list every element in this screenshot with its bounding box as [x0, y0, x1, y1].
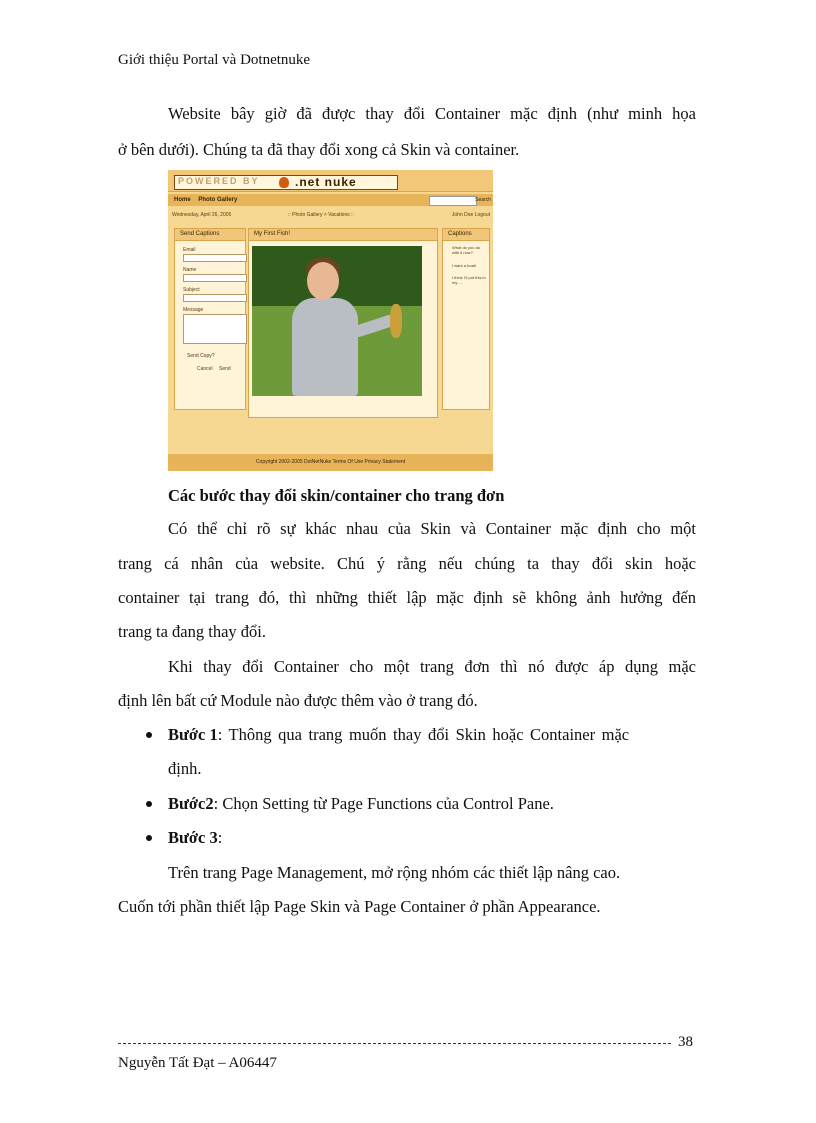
label-subject: Subject [183, 287, 200, 293]
logo-netnuke: .net nuke [295, 175, 357, 189]
step-3-text: : [217, 828, 223, 847]
para2-line-1: Khi thay đổi Container cho một trang đơn thì nó được áp dụng mặc [168, 657, 696, 676]
para1-line-3: container tại trang đó, thì những thiết lập mặc định sẽ không ảnh hưởng đến [118, 588, 696, 607]
send-link: Send [219, 366, 231, 372]
nav-gallery: Photo Gallery [198, 197, 238, 203]
caption-item: I want a boat! [452, 263, 477, 268]
para2-line-2: định lên bất cứ Module nào được thêm vào ở trang đó. [118, 691, 478, 710]
step-1-label: Bước 1 [168, 725, 218, 744]
label-email: Email [183, 247, 196, 253]
intro-line-2: ở bên dưới). Chúng ta đã thay đổi xong cả Skin và container. [118, 140, 520, 159]
para1-line-2: trang cá nhân của website. Chú ý rằng nếu chúng ta thay đổi skin hoặc [118, 554, 696, 573]
nav-bar [168, 194, 493, 206]
subject-field [183, 294, 247, 302]
step-3-label: Bước 3 [168, 828, 218, 847]
footer-author: Nguyễn Tất Đạt – A06447 [118, 1055, 277, 1071]
para1-line-1: Có thể chỉ rõ sự khác nhau của Skin và Container mặc định cho một [168, 519, 696, 538]
send-copy-label: Send Copy? [187, 353, 215, 359]
cancel-link: Cancel [197, 366, 213, 372]
intro-line-1: Website bây giờ đã được thay đổi Container mặc định (như minh họa [168, 104, 696, 123]
step-2-text: : Chọn Setting từ Page Functions của Control Pane. [213, 794, 554, 813]
panel-title: Send Captions [175, 229, 245, 241]
logo-bar [168, 170, 493, 192]
caption-item: I think I'll put this in my ... [452, 275, 486, 285]
message-field [183, 314, 247, 344]
bullet-dot [146, 732, 152, 738]
photo-boy-body [292, 298, 358, 396]
search-link: Search [475, 197, 491, 203]
breadcrumb: :: Photo Gallery > Vacations :: [288, 212, 354, 218]
step-2 [168, 787, 554, 821]
name-field [183, 274, 247, 282]
search-box [429, 196, 477, 206]
step-1 [168, 718, 696, 752]
step-2-label: Bước2 [168, 794, 214, 813]
footer-rule [118, 1043, 671, 1044]
label-name: Name [183, 267, 197, 273]
step-1-continued: định. [168, 759, 202, 778]
user-links: John Doe Logout [451, 212, 490, 218]
bullet-dot [146, 801, 152, 807]
photo-fish [390, 304, 402, 338]
captions-title: Captions [443, 229, 489, 241]
screenshot-footer: Copyright 2002-2005 DotNetNuke Terms Of Use Privacy Statement [168, 454, 493, 471]
boy-with-fish-photo [252, 246, 422, 396]
para3-line-1: Trên trang Page Management, mở rộng nhóm các thiết lập nâng cao. [168, 863, 621, 882]
bullet-dot [146, 835, 152, 841]
logo-powered-by: POWERED BY [178, 176, 260, 186]
photo-title: My First Fish! [249, 229, 437, 241]
nav-home: Home [174, 197, 191, 203]
flame-icon [279, 177, 289, 188]
para3-line-2: Cuốn tới phần thiết lập Page Skin và Page Container ở phần Appearance. [118, 897, 601, 916]
date-bar [168, 210, 493, 221]
para1-line-4: trang ta đang thay đổi. [118, 622, 267, 641]
running-header: Giới thiệu Portal và Dotnetnuke [118, 52, 311, 68]
dotnetnuke-screenshot [168, 170, 493, 471]
caption-item: What do you do with it now? [452, 245, 481, 255]
label-message: Message [183, 307, 204, 313]
send-captions-panel [174, 228, 246, 410]
email-field [183, 254, 247, 262]
step-1-text: : Thông qua trang muốn thay đổi Skin hoặc Container mặc [217, 725, 630, 744]
step-3 [168, 821, 222, 855]
date-text: Wednesday, April 26, 2005 [172, 212, 232, 218]
dnn-logo [174, 175, 398, 190]
captions-panel [442, 228, 490, 410]
page-number: 38 [678, 1034, 693, 1050]
photo-boy-head [307, 262, 339, 300]
section-heading: Các bước thay đổi skin/container cho trang đơn [168, 486, 505, 505]
